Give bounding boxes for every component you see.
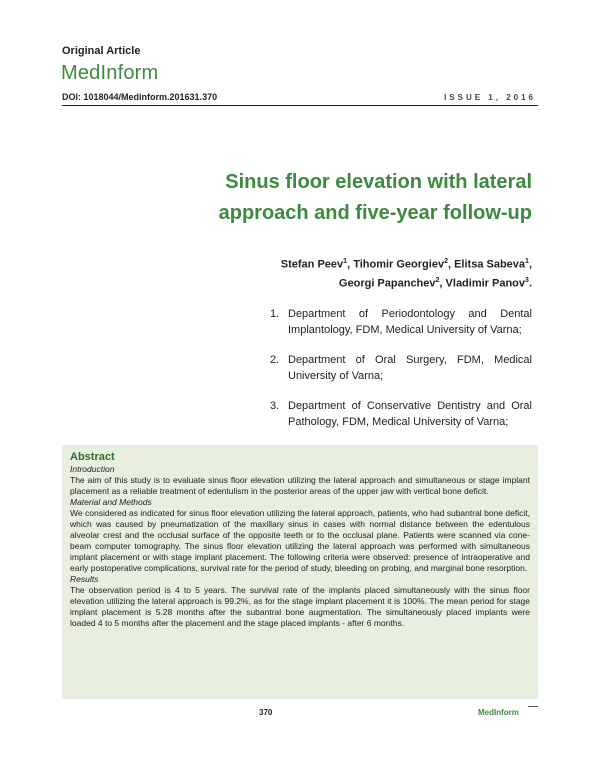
author-name: Tihomir Georgiev	[353, 258, 445, 271]
author-line-1: Stefan Peev$^1$, Tihomir Georgiev$^2$, Elitsa Sabeva$^1$,	[280, 258, 532, 271]
title-line-2: approach and five-year follow-up	[218, 202, 532, 224]
affiliation-number: 1.	[270, 308, 280, 320]
abstract-heading: Abstract	[70, 451, 115, 463]
abstract-box	[62, 445, 538, 699]
article-type: Original Article	[62, 45, 141, 57]
author-list	[212, 254, 532, 291]
header-rule	[62, 105, 538, 106]
author-name: Vladimir Panov	[445, 277, 526, 290]
author-affiliation-mark: 1	[525, 258, 529, 265]
affiliation-item	[270, 398, 532, 430]
author-name: Elitsa Sabeva	[454, 258, 526, 271]
affiliation-text: Department of Oral Surgery, FDM, Medical University of Varna;	[288, 354, 532, 382]
footer-divider	[528, 706, 538, 707]
results-heading: Results	[70, 574, 99, 584]
affiliation-text: Department of Conservative Dentistry and Oral Pathology, FDM, Medical University of Varna;	[288, 400, 532, 428]
article-title	[112, 167, 532, 229]
author-name: Georgi Papanchev	[338, 277, 436, 290]
author-affiliation-mark: 1	[343, 258, 348, 265]
affiliation-number: 3.	[270, 400, 280, 412]
results-text: The observation period is 4 to 5 years. The survival rate of the implants placed simultaneously with the sinus floor elevation utilizing the lateral approach is 99.2%, as for the stage implant placement it is 100%. The mean period for stage implant placement is 5.28 months after the subantral bone augmentation. The simultaneously placed implants were loaded 4 to 5 months after the placement and the stage placed implants - after 6 months.	[70, 585, 530, 628]
affiliation-item	[270, 306, 532, 338]
affiliation-item	[270, 352, 532, 384]
affiliation-list	[270, 306, 532, 444]
author-affiliation-mark: 3	[525, 276, 529, 284]
issue-label: ISSUE 1, 2016	[444, 93, 536, 102]
affiliation-number: 2.	[270, 354, 280, 366]
methods-text: We considered as indicated for sinus floor elevation utilizing the lateral approach, patients, who had subantral bone deficit, which was caused by pneumatization of the maxillary sinus in cases with normal distance between the edentulous alveolar crest and the occlusal surface of the opposite teeth or to the occlusal plane. Patients were scanned via cone-beam computer tomography. The sinus floor elevation utilizing the lateral approach was performed with simultaneous implant placement or with stage implant placement. The following criteria were observed: presence of intraoperative and early postoperative complications, survival rate for the period of study, bleeding on probing, and marginal bone resorption.	[70, 508, 530, 573]
author-affiliation-mark: 2	[435, 276, 440, 284]
title-line-1: Sinus floor elevation with lateral	[225, 171, 532, 193]
footer-journal-name: MedInform	[478, 708, 519, 717]
author-affiliation-mark: 2	[444, 258, 448, 265]
author-line-2: Georgi Papanchev$^2$, Vladimir Panov$^3$.	[338, 276, 532, 290]
introduction-heading: Introduction	[70, 464, 115, 474]
affiliation-text: Department of Periodontology and Dental Implantology, FDM, Medical University of Varna;	[288, 308, 532, 336]
journal-name: MedInform	[61, 62, 159, 84]
author-name: Stefan Peev	[280, 258, 344, 271]
introduction-text: The aim of this study is to evaluate sinus floor elevation utilizing the lateral approach and simultaneous or stage implant placement as a reliable treatment of edentulism in the posterior areas of the upper jaw with vertical bone deficit.	[70, 475, 530, 496]
page-number: 370	[259, 708, 273, 717]
methods-heading: Material and Methods	[70, 497, 152, 507]
doi: DOI: 1018044/Medinform.201631.370	[62, 92, 218, 102]
